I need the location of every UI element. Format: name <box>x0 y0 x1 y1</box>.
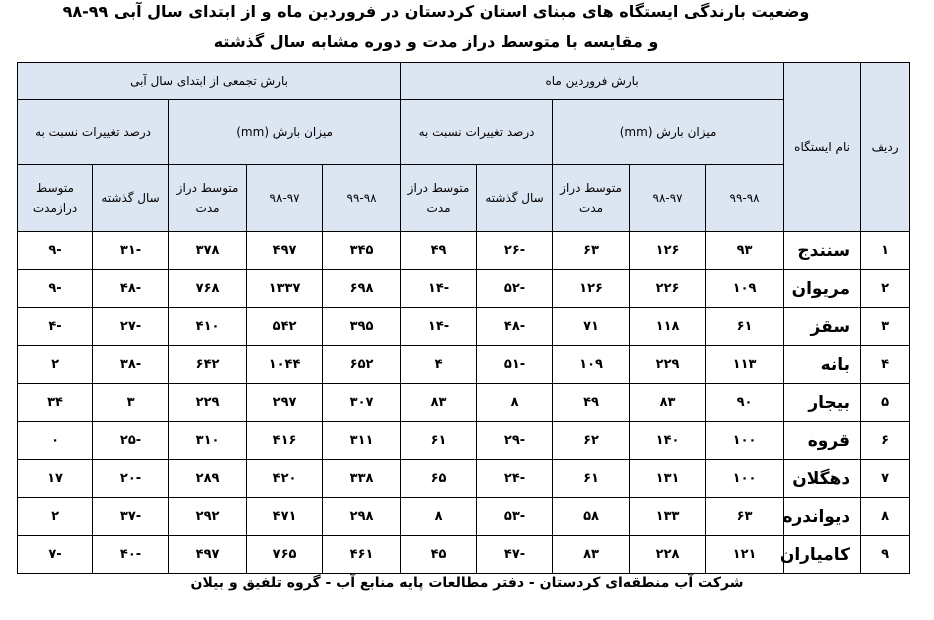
farvardin-change-lastyear-cell: -۵۳ <box>477 498 553 536</box>
cumulative-change-longterm-cell: -۹ <box>18 270 93 308</box>
farvardin-change-lastyear-cell: -۵۱ <box>477 346 553 384</box>
footer-credit: شرکت آب منطقه‌ای کردستان - دفتر مطالعات پایه منابع آب - گروه تلفیق و بیلان <box>190 575 744 591</box>
cumulative-9899-cell: ۳۹۵ <box>323 308 401 346</box>
radif-cell: ۶ <box>861 422 910 460</box>
cumulative-change-longterm-cell: ۰ <box>18 422 93 460</box>
farvardin-change-longterm-cell: -۱۴ <box>401 308 477 346</box>
radif-cell: ۱ <box>861 232 910 270</box>
table-row <box>18 460 910 498</box>
farvardin-change-longterm-cell: ۶۱ <box>401 422 477 460</box>
cumulative-change-lastyear-cell: -۳۸ <box>93 346 169 384</box>
farvardin-9798-cell: ۱۳۳ <box>630 498 706 536</box>
radif-cell: ۳ <box>861 308 910 346</box>
farvardin-9798-cell: ۱۱۸ <box>630 308 706 346</box>
col-header-c9798: ۹۸-۹۷ <box>247 165 323 232</box>
group-header-farvardin: بارش فروردین ماه <box>401 63 784 100</box>
cumulative-9798-cell: ۴۲۰ <box>247 460 323 498</box>
farvardin-9899-cell: ۱۲۱ <box>706 536 784 574</box>
farvardin-change-longterm-cell: -۱۴ <box>401 270 477 308</box>
cumulative-9798-cell: ۵۴۲ <box>247 308 323 346</box>
cumulative-9798-cell: ۴۷۱ <box>247 498 323 536</box>
farvardin-9798-cell: ۸۳ <box>630 384 706 422</box>
farvardin-9798-cell: ۲۲۹ <box>630 346 706 384</box>
subheader-rain-mm-farvardin: میزان بارش (mm) <box>553 100 784 165</box>
col-header-station: نام ایستگاه <box>784 63 861 232</box>
farvardin-longterm-cell: ۱۲۶ <box>553 270 630 308</box>
farvardin-change-longterm-cell: ۴۹ <box>401 232 477 270</box>
cumulative-9798-cell: ۴۱۶ <box>247 422 323 460</box>
col-header-c-longterm: متوسط دراز مدت <box>169 165 247 232</box>
col-header-radif: ردیف <box>861 63 910 232</box>
radif-cell: ۹ <box>861 536 910 574</box>
cumulative-9899-cell: ۳۱۱ <box>323 422 401 460</box>
table-row <box>18 308 910 346</box>
col-header-c-change-longterm: متوسط درازمدت <box>18 165 93 232</box>
cumulative-longterm-cell: ۲۹۲ <box>169 498 247 536</box>
farvardin-9899-cell: ۱۰۰ <box>706 460 784 498</box>
cumulative-change-longterm-cell: -۴ <box>18 308 93 346</box>
cumulative-change-lastyear-cell: -۴۰ <box>93 536 169 574</box>
col-header-f-change-longterm: متوسط دراز مدت <box>401 165 477 232</box>
farvardin-longterm-cell: ۱۰۹ <box>553 346 630 384</box>
farvardin-change-longterm-cell: ۶۵ <box>401 460 477 498</box>
farvardin-change-lastyear-cell: -۵۲ <box>477 270 553 308</box>
col-header-f-longterm: متوسط دراز مدت <box>553 165 630 232</box>
farvardin-longterm-cell: ۴۹ <box>553 384 630 422</box>
station-cell: بیجار <box>784 384 861 422</box>
farvardin-longterm-cell: ۸۳ <box>553 536 630 574</box>
cumulative-9798-cell: ۲۹۷ <box>247 384 323 422</box>
cumulative-longterm-cell: ۲۲۹ <box>169 384 247 422</box>
col-header-c-change-lastyear: سال گذشته <box>93 165 169 232</box>
cumulative-change-lastyear-cell: -۳۷ <box>93 498 169 536</box>
col-header-c9899: ۹۹-۹۸ <box>323 165 401 232</box>
report-subtitle: و مقایسه با متوسط دراز مدت و دوره مشابه سال گذشته <box>213 32 659 51</box>
cumulative-9899-cell: ۳۳۸ <box>323 460 401 498</box>
farvardin-change-lastyear-cell: -۴۸ <box>477 308 553 346</box>
table-row <box>18 346 910 384</box>
group-header-cumulative: بارش تجمعی از ابتدای سال آبی <box>18 63 401 100</box>
farvardin-longterm-cell: ۶۱ <box>553 460 630 498</box>
table-row <box>18 270 910 308</box>
farvardin-9899-cell: ۱۰۹ <box>706 270 784 308</box>
farvardin-9899-cell: ۱۰۰ <box>706 422 784 460</box>
subheader-rain-mm-cumulative: میزان بارش (mm) <box>169 100 401 165</box>
station-cell: قروه <box>784 422 861 460</box>
farvardin-change-lastyear-cell: -۲۹ <box>477 422 553 460</box>
farvardin-longterm-cell: ۵۸ <box>553 498 630 536</box>
farvardin-9798-cell: ۱۴۰ <box>630 422 706 460</box>
farvardin-9899-cell: ۱۱۳ <box>706 346 784 384</box>
farvardin-change-lastyear-cell: -۴۷ <box>477 536 553 574</box>
farvardin-change-lastyear-cell: -۲۶ <box>477 232 553 270</box>
cumulative-9798-cell: ۴۹۷ <box>247 232 323 270</box>
cumulative-longterm-cell: ۳۷۸ <box>169 232 247 270</box>
cumulative-9899-cell: ۳۴۵ <box>323 232 401 270</box>
cumulative-longterm-cell: ۶۴۲ <box>169 346 247 384</box>
table-row <box>18 422 910 460</box>
cumulative-change-lastyear-cell: -۲۰ <box>93 460 169 498</box>
cumulative-longterm-cell: ۴۹۷ <box>169 536 247 574</box>
cumulative-9899-cell: ۳۰۷ <box>323 384 401 422</box>
cumulative-change-lastyear-cell: -۳۱ <box>93 232 169 270</box>
cumulative-9899-cell: ۶۵۲ <box>323 346 401 384</box>
cumulative-longterm-cell: ۷۶۸ <box>169 270 247 308</box>
farvardin-9899-cell: ۹۰ <box>706 384 784 422</box>
radif-cell: ۴ <box>861 346 910 384</box>
farvardin-9899-cell: ۶۳ <box>706 498 784 536</box>
farvardin-9798-cell: ۱۲۶ <box>630 232 706 270</box>
cumulative-9899-cell: ۴۶۱ <box>323 536 401 574</box>
cumulative-change-longterm-cell: -۹ <box>18 232 93 270</box>
farvardin-change-longterm-cell: ۴۵ <box>401 536 477 574</box>
station-cell: بانه <box>784 346 861 384</box>
rainfall-table <box>17 62 910 574</box>
cumulative-change-longterm-cell: ۱۷ <box>18 460 93 498</box>
cumulative-change-lastyear-cell: -۴۸ <box>93 270 169 308</box>
table-row <box>18 232 910 270</box>
farvardin-9798-cell: ۲۲۸ <box>630 536 706 574</box>
cumulative-9899-cell: ۲۹۸ <box>323 498 401 536</box>
cumulative-9798-cell: ۱۳۳۷ <box>247 270 323 308</box>
table-row <box>18 536 910 574</box>
cumulative-change-lastyear-cell: -۲۷ <box>93 308 169 346</box>
cumulative-longterm-cell: ۳۱۰ <box>169 422 247 460</box>
station-cell: سنندج <box>784 232 861 270</box>
table-row <box>18 384 910 422</box>
cumulative-change-lastyear-cell: ۳ <box>93 384 169 422</box>
cumulative-longterm-cell: ۲۸۹ <box>169 460 247 498</box>
farvardin-change-longterm-cell: ۴ <box>401 346 477 384</box>
radif-cell: ۷ <box>861 460 910 498</box>
cumulative-change-longterm-cell: ۳۴ <box>18 384 93 422</box>
col-header-f9899: ۹۹-۹۸ <box>706 165 784 232</box>
farvardin-change-longterm-cell: ۸۳ <box>401 384 477 422</box>
farvardin-9798-cell: ۲۲۶ <box>630 270 706 308</box>
cumulative-longterm-cell: ۴۱۰ <box>169 308 247 346</box>
station-cell: دیواندره <box>784 498 861 536</box>
table-row <box>18 498 910 536</box>
farvardin-change-lastyear-cell: -۲۴ <box>477 460 553 498</box>
farvardin-change-lastyear-cell: ۸ <box>477 384 553 422</box>
subheader-change-farvardin: درصد تغییرات نسبت به <box>401 100 553 165</box>
farvardin-9798-cell: ۱۳۱ <box>630 460 706 498</box>
station-cell: مریوان <box>784 270 861 308</box>
subheader-change-cumulative: درصد تغییرات نسبت به <box>18 100 169 165</box>
cumulative-change-longterm-cell: ۲ <box>18 498 93 536</box>
cumulative-9899-cell: ۶۹۸ <box>323 270 401 308</box>
farvardin-9899-cell: ۹۳ <box>706 232 784 270</box>
farvardin-longterm-cell: ۷۱ <box>553 308 630 346</box>
station-cell: سقز <box>784 308 861 346</box>
col-header-f-change-lastyear: سال گذشته <box>477 165 553 232</box>
radif-cell: ۸ <box>861 498 910 536</box>
cumulative-9798-cell: ۷۶۵ <box>247 536 323 574</box>
cumulative-change-lastyear-cell: -۲۵ <box>93 422 169 460</box>
radif-cell: ۵ <box>861 384 910 422</box>
station-cell: دهگلان <box>784 460 861 498</box>
cumulative-9798-cell: ۱۰۴۴ <box>247 346 323 384</box>
cumulative-change-longterm-cell: ۲ <box>18 346 93 384</box>
report-title: وضعیت بارندگی ایستگاه های مبنای استان کردستان در فروردین ماه و از ابتدای سال آبی ۹۹-۹۸ <box>62 2 810 21</box>
farvardin-longterm-cell: ۶۳ <box>553 232 630 270</box>
farvardin-9899-cell: ۶۱ <box>706 308 784 346</box>
farvardin-longterm-cell: ۶۲ <box>553 422 630 460</box>
cumulative-change-longterm-cell: -۷ <box>18 536 93 574</box>
radif-cell: ۲ <box>861 270 910 308</box>
farvardin-change-longterm-cell: ۸ <box>401 498 477 536</box>
col-header-f9798: ۹۸-۹۷ <box>630 165 706 232</box>
station-cell: کامیاران <box>784 536 861 574</box>
